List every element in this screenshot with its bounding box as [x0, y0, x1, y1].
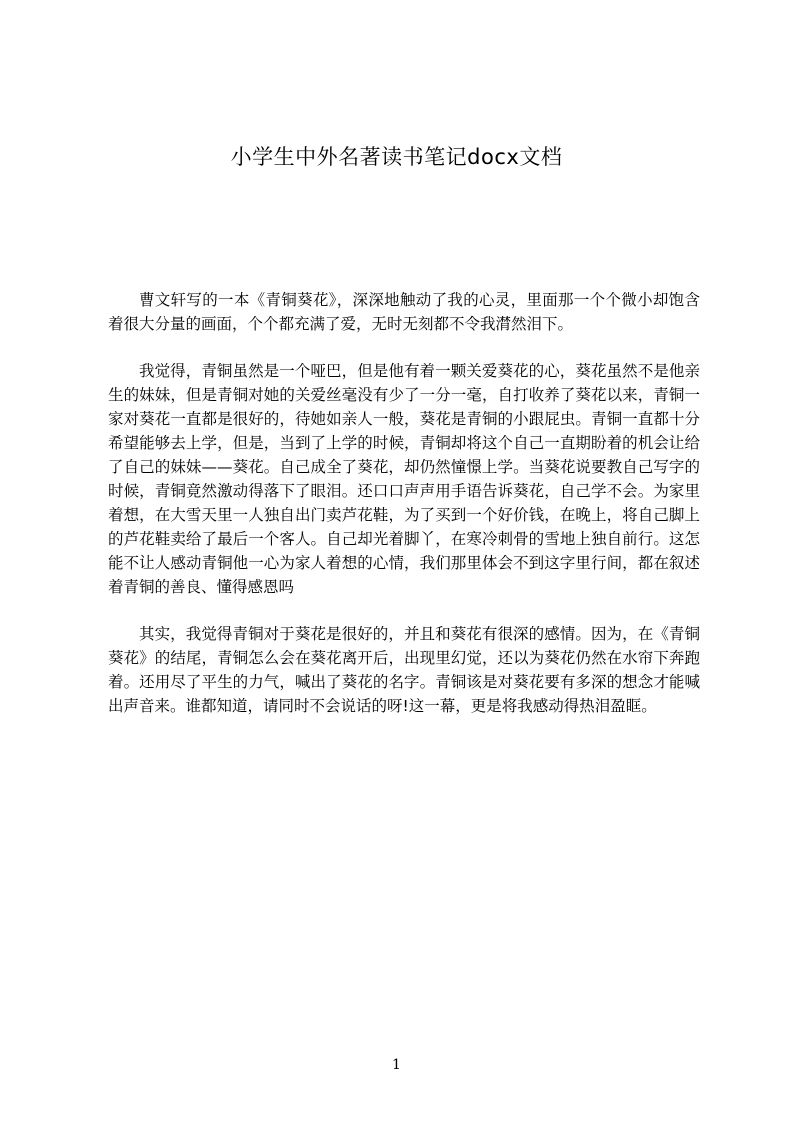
- paragraph-3: 其实，我觉得青铜对于葵花是很好的，并且和葵花有很深的感情。因为，在《青铜葵花》的结尾，青铜怎么会在葵花离开后，出现里幻觉，还以为葵花仍然在水帘下奔跑着。还用尽了平生的力气，喊出了葵花的名字。青铜该是对葵花要有多深的想念才能喊出声音来。谁都知道，请同时不会说话的呀!这一幕，更是将我感动得热泪盈眶。: [108, 625, 700, 715]
- document-title: 小学生中外名著读书笔记docx文档: [230, 145, 563, 169]
- document-body: [108, 288, 700, 741]
- paragraph-1: 曹文轩写的一本《青铜葵花》，深深地触动了我的心灵，里面那一个个微小却饱含着很大分量的画面，个个都充满了爱，无时无刻都不令我潸然泪下。: [108, 291, 700, 333]
- page-number: 1: [392, 1057, 401, 1073]
- paragraph-2: 我觉得，青铜虽然是一个哑巴，但是他有着一颗关爱葵花的心，葵花虽然不是他亲生的妹妹，但是青铜对她的关爱丝毫没有少了一分一毫，自打收养了葵花以来，青铜一家对葵花一直都是很好的，待她如亲人一般，葵花是青铜的小跟屁虫。青铜一直都十分希望能够去上学，但是，当到了上学的时候，青铜却将这个自己一直期盼着的机会让给了自己的妹妹——葵花。自己成全了葵花，却仍然憧憬上学。当葵花说要教自己写字的时候，青铜竟然激动得落下了眼泪。还口口声声用手语告诉葵花，自己学不会。为家里着想，在大雪天里一人独自出门卖芦花鞋，为了买到一个好价钱，在晚上，将自己脚上的芦花鞋卖给了最后一个客人。自己却光着脚丫，在寒冷刺骨的雪地上独自前行。这怎能不让人感动青铜他一心为家人着想的心情，我们那里体会不到这字里行间，都在叙述着青铜的善良、懂得感恩吗: [108, 362, 700, 596]
